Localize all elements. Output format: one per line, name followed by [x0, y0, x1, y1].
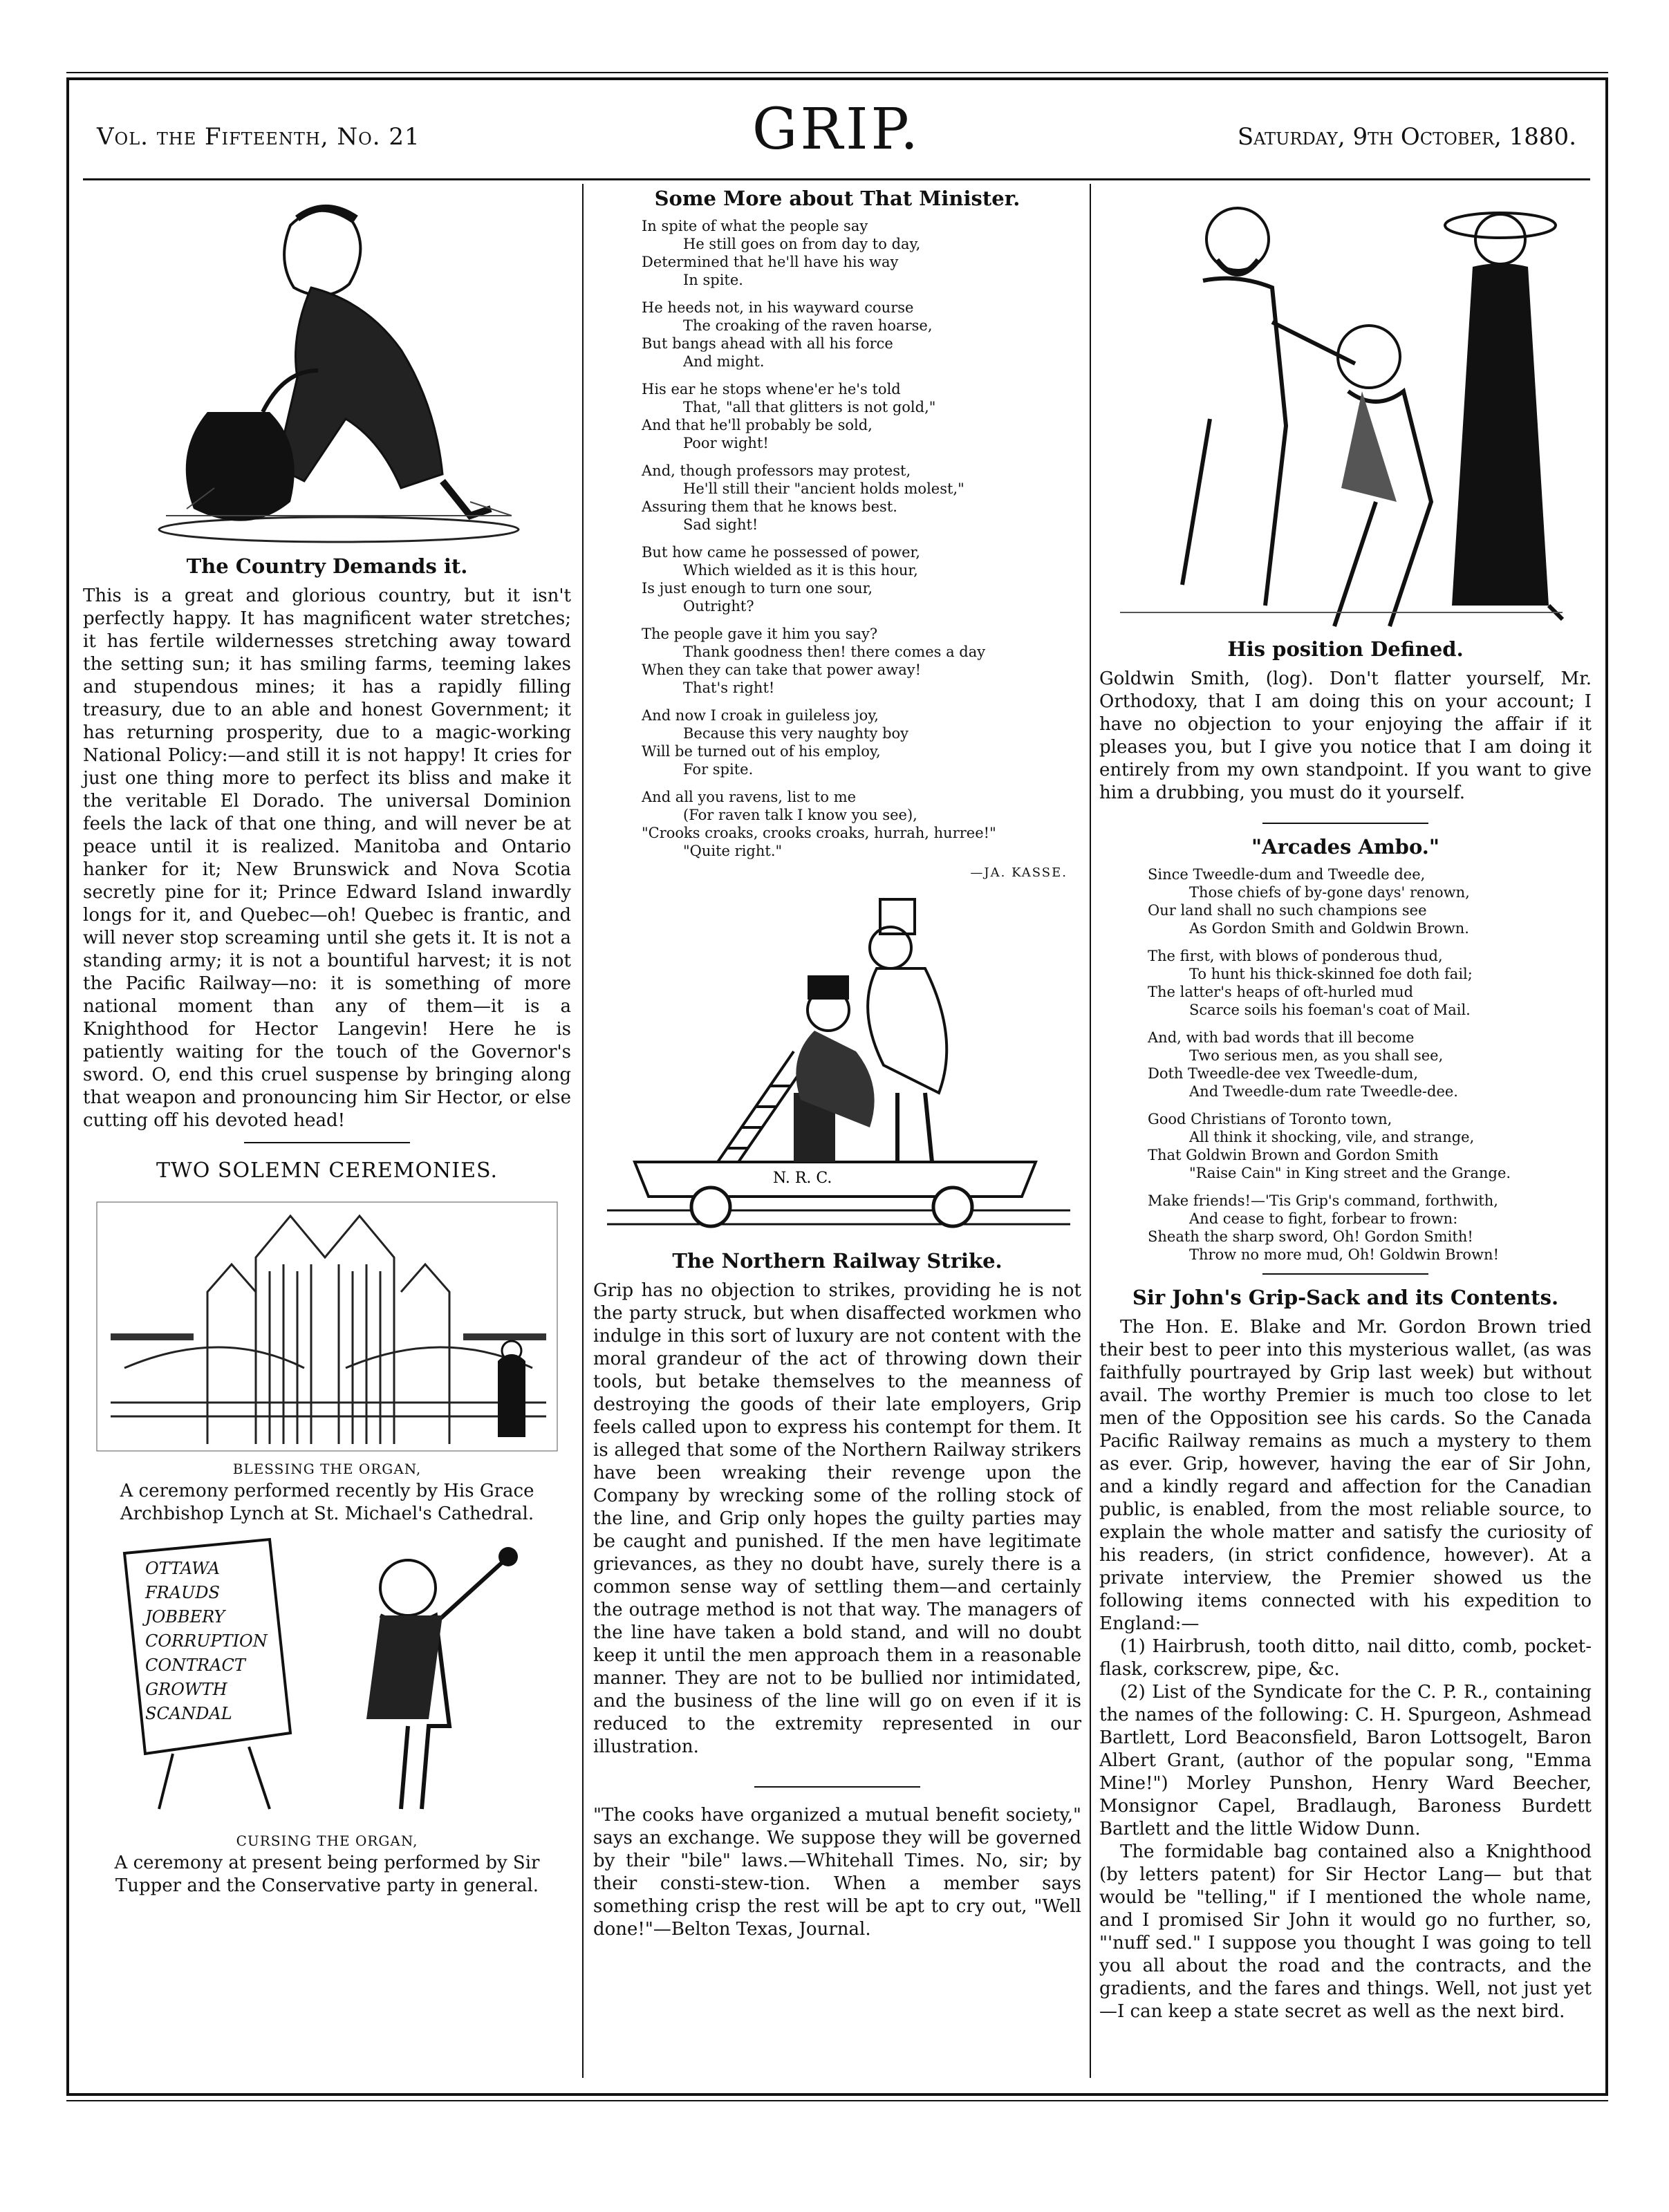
poem-line: Thank goodness then! there comes a day [683, 644, 986, 660]
section-rule [1262, 1273, 1428, 1275]
gripsack-paragraph-4: The formidable bag contained also a Knighthood (by letters patent) for Sir Hector Lang— but that would be "telling," if I mentioned the whole name, and I promised Sir John it would go no further, so, "'nuff sed." I suppose you thought I was going to tell you all about the road and the contracts, and the gradients, and the fares and things. Well, not just yet—I can keep a state secret as well as the next bird. [1099, 1841, 1592, 2022]
poem-line: For spite. [683, 761, 754, 778]
gripsack-heading: Sir John's Grip-Sack and its Contents. [1132, 1286, 1559, 1309]
poem-line: In spite of what the people say [642, 218, 868, 234]
poem-line: That, "all that glitters is not gold," [683, 399, 936, 415]
poem-line: But bangs ahead with all his force [642, 335, 893, 352]
poem-stanza [1148, 865, 1592, 937]
column-rule-2 [1090, 184, 1091, 2078]
poem-line: Our land shall no such champions see [1148, 902, 1427, 919]
bottom-rule [66, 2100, 1608, 2101]
poem-line: As Gordon Smith and Goldwin Brown. [1189, 920, 1469, 937]
poem-line: And, though professors may protest, [642, 462, 911, 479]
poem-line: "Raise Cain" in King street and the Grange. [1189, 1165, 1511, 1181]
poem-line: And now I croak in guileless joy, [642, 707, 879, 724]
poem-line: (For raven talk I know you see), [683, 807, 917, 823]
poem-line: Doth Tweedle-dee vex Tweedle-dum, [1148, 1065, 1419, 1082]
top-rule [66, 72, 1608, 73]
poem-line: And, with bad words that ill become [1148, 1029, 1415, 1046]
cursing-label: CURSING THE ORGAN, [236, 1833, 418, 1849]
blessing-label: BLESSING THE ORGAN, [232, 1461, 422, 1477]
ceremonies-heading: TWO SOLEMN CEREMONIES. [156, 1159, 498, 1183]
poem-stanza [642, 543, 1081, 615]
organ-word-growth: GROWTH [145, 1680, 227, 1699]
poem-line: Throw no more mud, Oh! Goldwin Brown! [1189, 1246, 1500, 1263]
section-rule [1262, 823, 1428, 824]
column-1 [83, 184, 571, 1897]
poem-line: Sheath the sharp sword, Oh! Gordon Smith! [1148, 1228, 1473, 1245]
car-label: N. R. C. [773, 1170, 832, 1187]
poem-line: And cease to fight, forbear to frown: [1189, 1210, 1458, 1227]
poem-line: Make friends!—'Tis Grip's command, forthwith, [1148, 1192, 1498, 1209]
gripsack-paragraph-1: The Hon. E. Blake and Mr. Gordon Brown tried their best to peer into this mysterious wallet, (as was faithfully pourtrayed by Grip last week) but without avail. The worthy Premier is much too close to let men of the Opposition see his cards. So the Canada Pacific Railway remains as much a mystery to them as ever. Grip, however, having the ear of Sir John, and a kindly regard and affection for the Canadian public, is enabled, from the most reliable source, to explain the whole matter and satisfy the curiosity of his readers, (in strict confidence, however). At a private interview, the Premier showed us the following items connected with his expedition to England:— [1099, 1317, 1592, 1634]
poem-line: And that he'll probably be sold, [642, 417, 873, 433]
section-rule [754, 1786, 920, 1788]
cursing-organ-illustration [83, 1526, 571, 1830]
masthead [83, 97, 1590, 173]
railway-handcar-illustration [593, 885, 1081, 1245]
organ-word-jobbery: JOBBERY [145, 1607, 225, 1627]
goldwin-smith-illustration [1099, 184, 1592, 633]
poem-stanza [642, 706, 1081, 778]
poem-line: That Goldwin Brown and Gordon Smith [1148, 1147, 1439, 1163]
country-article: This is a great and glorious country, but it isn't perfectly happy. It has magnificent water stretches; it has fertile wildernesses stretching away toward the setting sun; it has smiling farms, teeming lakes and stupendous mines; it has a rapidly filling treasury, due to an able and honest Government; it has returning prosperity, due to a magic-working National Policy:—and still it is not happy! It cries for just one thing more to perfect its bliss and make it the veritable El Dorado. The universal Dominion feels the lack of that one thing, and will never be at peace until it is realized. Manitoba and Ontario hanker for it; New Brunswick and Nova Scotia secretly pine for it; Prince Edward Island inwardly longs for it, and Quebec—oh! Quebec is frantic, and will never stop screaming until she gets it. It is not a standing army; it is not a bountiful harvest; it is not the Pacific Railway—no: it is something of more national moment than any of them—it is a Knighthood for Hector Langevin! Here he is patiently waiting for the touch of the Governor's sword. O, end this cruel suspense by bringing along that weapon and pronouncing him Sir Hector, or else cutting off his devoted head! [83, 585, 571, 1131]
position-text: Goldwin Smith, (log). Don't flatter yourself, Mr. Orthodoxy, that I am doing this on your account; I have no objection to your enjoying the affair if it pleases you, but I give you notice that I am doing it entirely from my own standpoint. If you want to give him a drubbing, you must do it yourself. [1099, 668, 1592, 803]
minister-heading: Some More about That Minister. [654, 187, 1020, 210]
poem-line: Because this very naughty boy [683, 725, 909, 742]
section-rule [244, 1142, 410, 1143]
organ-word-corruption: CORRUPTION [145, 1631, 268, 1651]
poem-line: He heeds not, in his wayward course [642, 299, 914, 316]
poem-line: Is just enough to turn one sour, [642, 580, 873, 597]
poem-stanza [1148, 1029, 1592, 1100]
organ-illustration [83, 1195, 571, 1458]
poem-line: That's right! [683, 679, 775, 696]
arcades-poem [1099, 865, 1592, 1264]
column-rule-1 [582, 184, 584, 2078]
poem-stanza [1148, 1192, 1592, 1264]
gripsack-paragraph-2: (1) Hairbrush, tooth ditto, nail ditto, comb, pocket-flask, corkscrew, pipe, &c. [1099, 1636, 1592, 1680]
poem-line: Will be turned out of his employ, [642, 743, 881, 760]
poem-stanza [642, 217, 1081, 289]
poem-stanza [1148, 947, 1592, 1019]
poem-stanza [642, 625, 1081, 697]
country-caption: The Country Demands it. [186, 554, 468, 578]
poem-line: And all you ravens, list to me [642, 789, 857, 805]
column-3 [1099, 184, 1592, 2023]
poem-line: Sad sight! [683, 516, 758, 533]
organ-word-scandal: SCANDAL [145, 1704, 232, 1723]
strike-caption: The Northern Railway Strike. [672, 1249, 1003, 1273]
poem-line: Good Christians of Toronto town, [1148, 1111, 1392, 1127]
volume-number: Vol. the Fifteenth, No. 21 [97, 123, 420, 151]
cursing-text: A ceremony at present being performed by Sir Tupper and the Conservative party in general. [114, 1853, 540, 1896]
position-caption: His position Defined. [1227, 637, 1464, 661]
poem-line: Determined that he'll have his way [642, 254, 899, 270]
poem-line: And might. [683, 353, 765, 370]
cooks-article: "The cooks have organized a mutual benefit society," says an exchange. We suppose they will be governed by their "bile" laws.—Whitehall Times. No, sir; by their consti-stew-tion. When a member says something crisp the rest will be apt to cry out, "Well done!"—Belton Texas, Journal. [593, 1805, 1081, 1940]
poem-line: To hunt his thick-skinned foe doth fail; [1189, 966, 1473, 982]
poem-line: He'll still their "ancient holds molest," [683, 480, 964, 497]
poem-line: The croaking of the raven hoarse, [683, 317, 933, 334]
poem-stanza [642, 380, 1081, 452]
arcades-heading: "Arcades Ambo." [1251, 835, 1439, 859]
poem-line: All think it shocking, vile, and strange, [1189, 1129, 1475, 1145]
poem-line: Which wielded as it is this hour, [683, 562, 918, 579]
blessing-text: A ceremony performed recently by His Grace Archbishop Lynch at St. Michael's Cathedral. [120, 1481, 534, 1524]
poem-line: Poor wight! [683, 435, 769, 451]
poem-line: The people gave it him you say? [642, 626, 878, 642]
poem-stanza [642, 788, 1081, 860]
issue-date: Saturday, 9th October, 1880. [1237, 123, 1576, 151]
poem-line: The latter's heaps of oft-hurled mud [1148, 984, 1414, 1000]
masthead-rule [83, 178, 1590, 180]
poem-line: He still goes on from day to day, [683, 236, 921, 252]
organ-word-ottawa: OTTAWA [145, 1559, 220, 1578]
poem-stanza [642, 462, 1081, 534]
poem-line: Two serious men, as you shall see, [1189, 1047, 1444, 1064]
newspaper-title: GRIP. [752, 97, 922, 162]
poem-line: The first, with blows of ponderous thud, [1148, 948, 1443, 964]
poem-line: Outright? [683, 598, 754, 615]
gripsack-paragraph-3: (2) List of the Syndicate for the C. P. R., containing the names of the following: C. H. Spurgeon, Ashmead Bartlett, Lord Beaconsfield, Baron Lottsogelt, Baron Albert Grant, (author of the popular song, "Emma Mine!") Morley Punshon, Henry Ward Beecher, Monsignor Capel, Bradlaugh, Baroness Burdett Bartlett and the little Widow Dunn. [1099, 1682, 1592, 1839]
poem-line: And Tweedle-dum rate Tweedle-dee. [1189, 1083, 1458, 1100]
poem-line: When they can take that power away! [642, 662, 922, 678]
poem-line: Since Tweedle-dum and Tweedle dee, [1148, 866, 1426, 883]
poem-line: Assuring them that he knows best. [642, 498, 897, 515]
minister-poem [593, 217, 1081, 860]
poem-line: "Crooks croaks, crooks croaks, hurrah, hurree!" [642, 825, 996, 841]
strike-article: Grip has no objection to strikes, providing he is not the party struck, but when disaffected workmen who indulge in this sort of luxury are not content with the moral grandeur of the act of throwing down their tools, but betake themselves to the meanness of destroying the goods of their late employers, Grip feels called upon to express his contempt for them. It is alleged that some of the Northern Railway strikers have been wreaking their revenge upon the Company by wrecking some of the rolling stock of the line, and Grip only hopes the guilty parties may be caught and punished. If the men have legitimate grievances, as they no doubt have, surely there is a common sense way of settling them—and certainly the outrage method is not that way. The managers of the line have taken a bold stand, and will no doubt keep it until the men approach them in a reasonable manner. They are not to be bullied nor intimidated, and the business of the line will go on even if it is reduced to the extremity represented in our illustration. [593, 1280, 1081, 1757]
poem-signature: —JA. KASSE. [970, 865, 1067, 880]
organ-word-frauds: FRAUDS [145, 1583, 220, 1602]
poem-line: Scarce soils his foeman's coat of Mail. [1189, 1002, 1471, 1018]
poem-line: In spite. [683, 272, 743, 288]
poem-line: But how came he possessed of power, [642, 544, 920, 561]
poem-stanza [1148, 1110, 1592, 1182]
poem-line: "Quite right." [683, 843, 783, 859]
poem-stanza [642, 299, 1081, 371]
poem-line: Those chiefs of by-gone days' renown, [1189, 884, 1470, 901]
kneeling-man-illustration [83, 184, 571, 550]
column-2 [593, 184, 1081, 1941]
poem-line: His ear he stops whene'er he's told [642, 381, 901, 397]
organ-word-contract: CONTRACT [145, 1656, 245, 1675]
